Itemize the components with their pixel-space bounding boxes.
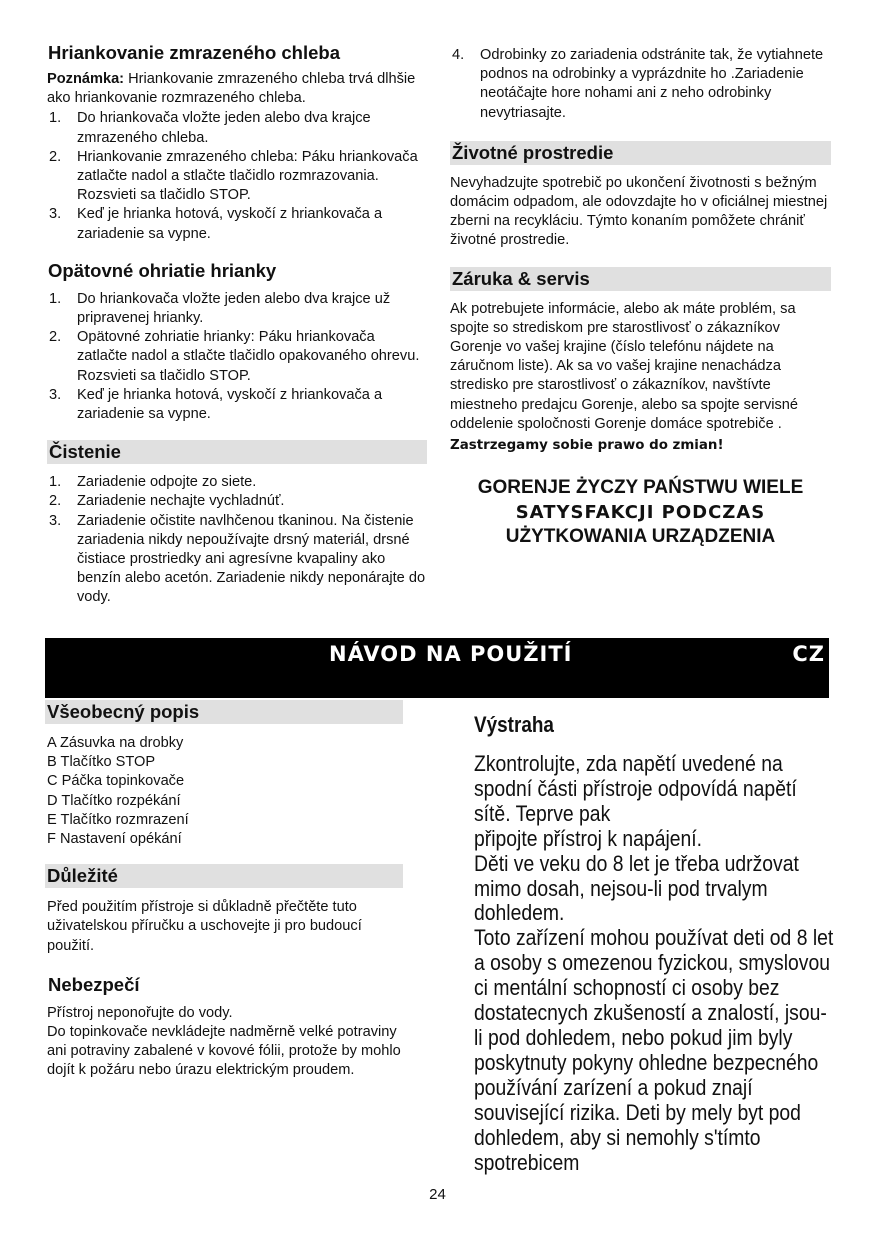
slogan <box>450 476 831 550</box>
warning-line: připojte přístroj k napájení. <box>474 825 703 851</box>
list-item: 3. Keď je hrianka hotová, vyskočí z hriankovača a zariadenie sa vypne. <box>49 386 383 423</box>
list-item: 2. Zariadenie nechajte vychladnúť. <box>49 493 285 510</box>
list-item: 4. Odrobinky zo zariadenia odstránite tak, že vytiahnete podnos na odrobinky a vyprázdnite ho .Zariadenie neotáčajte hore nohami ani z neho odrobinky nevytriasajte. <box>452 47 824 121</box>
banner-title: NÁVOD NA POUŽITÍ <box>329 642 573 666</box>
left-column <box>47 42 427 608</box>
list-item: A Zásuvka na drobky <box>47 735 184 751</box>
list-item: B Tlačítko STOP <box>47 754 156 771</box>
list-item: F Nastavení opékání <box>47 831 182 848</box>
list-item: E Tlačítko rozmrazení <box>47 811 189 828</box>
environment-title: Životné prostredie <box>450 141 831 165</box>
danger-body <box>45 1004 403 1081</box>
list-item: D Tlačítko rozpékání <box>47 792 181 809</box>
danger-line: Přístroj neponořujte do vody. <box>47 1004 233 1021</box>
slogan-line: SATYSFAKCJI PODCZAS <box>515 501 766 523</box>
important-text: Před použitím přístroje si důkladně přečtěte tuto uživatelskou příručku a uschovejte ji pro budoucí použití. <box>47 899 362 954</box>
list-item: 3. Keď je hrianka hotová, vyskočí z hriankovača a zariadenie sa vypne. <box>49 206 383 242</box>
lower-left-column <box>45 700 403 1081</box>
frozen-steps <box>47 109 427 243</box>
reserve-note: Zastrzegamy sobie prawo do zmian! <box>450 438 724 454</box>
list-item: 2. Opätovné zohriatie hrianky: Páku hriankovača zatlačte nadol a stlačte tlačidlo opakovaného ohrevu. Rozsvieti sa tlačidlo STOP. <box>49 329 420 384</box>
right-column <box>450 46 831 550</box>
note-label: Poznámka: <box>47 71 125 87</box>
warranty-title: Záruka & servis <box>450 267 831 291</box>
warning-line: Zkontrolujte, zda napětí uvedené na spodní části přístroje odpovídá napětí sítě. Teprve pak <box>474 751 797 826</box>
warning-line: Toto zařízení mohou používat deti od 8 let a osoby s omezenou fyzickou, smyslovou ci mentální schopností ci osoby bez dostatecnych zkušeností a znalostí, jsou-li pod dohledem, nebo pokud jim byly poskytnuty pokyny ohledne bezpecného používání zarízení a pokud znají související rizika. Deti by mely byt pod dohledem, aby si nemohly s'tímto spotrebicem <box>474 925 834 1175</box>
warning-title: Výstraha <box>474 712 554 737</box>
language-code: CZ <box>792 642 825 666</box>
warranty-text: Ak potrebujete informácie, alebo ak máte problém, sa spojte so strediskom pre starostlivosť o zákazníkov Gorenje vo vašej krajine (číslo telefónu nájdete na záručnom liste). Ak sa vo vašej krajine nenachádza stredisko pre starostlivosť o zákazníkov, navštívte miestneho predajcu Gorenje, alebo sa spojte servisné oddelenie spoločnosti Gorenje domáce spotrebiče . <box>450 300 799 432</box>
cleaning-steps <box>47 473 427 607</box>
danger-title: Nebezpečí <box>48 973 140 995</box>
reheat-steps <box>47 290 427 424</box>
list-item: 1. Do hriankovača vložte jeden alebo dva krajce už pripravenej hrianky. <box>49 290 391 327</box>
reheat-title: Opätovné ohriatie hrianky <box>48 259 277 281</box>
note-text: Hriankovanie zmrazeného chleba trvá dlhšie ako hriankovanie rozmrazeného chleba. <box>47 71 416 107</box>
parts-list <box>45 734 403 849</box>
danger-line: Do topinkovače nevkládejte nadměrně velké potraviny ani potraviny zabalené v kovové fólii, protože by mohlo dojít k požáru nebo úrazu elektrickým proudem. <box>47 1024 401 1079</box>
warning-body <box>474 752 835 1175</box>
list-item: 1. Zariadenie odpojte zo siete. <box>49 474 257 491</box>
list-item: 2. Hriankovanie zmrazeného chleba: Páku hriankovača zatlačte nadol a stlačte tlačidlo rozmrazovania. Rozsvieti sa tlačidlo STOP. <box>49 148 418 204</box>
lower-right-column <box>474 712 834 1175</box>
warning-line: Děti ve veku do 8 let je třeba udržovat mimo dosah, nejsou-li pod trvalym dohledem. <box>474 850 799 926</box>
important-title: Důležité <box>45 864 403 888</box>
frozen-note <box>47 70 427 108</box>
list-item: 3. Zariadenie očistite navlhčenou tkaninou. Na čistenie zariadenia nikdy nepoužívajte drsný materiál, drsné čistiace prostriedky ani agresívne kvapaliny ako benzín alebo acetón. Zariadenie nikdy neponárajte do vody. <box>49 512 426 606</box>
page-number: 24 <box>429 1186 446 1203</box>
crumb-step <box>450 46 831 123</box>
list-item: C Páčka topinkovače <box>47 773 185 790</box>
environment-text: Nevyhadzujte spotrebič po ukončení životnosti s bežným domácim odpadom, ale odovzdajte ho v oficiálnej miestnej zberni na recykláciu. Týmto konaním pomôžete chrániť životné prostredie. <box>450 174 828 249</box>
description-title: Všeobecný popis <box>45 700 403 724</box>
slogan-line: UŻYTKOWANIA URZĄDZENIA <box>505 526 776 548</box>
cleaning-title: Čistenie <box>47 440 427 464</box>
frozen-title: Hriankovanie zmrazeného chleba <box>48 42 340 63</box>
section-banner <box>45 638 829 698</box>
slogan-line: GORENJE ŻYCZY PAŃSTWU WIELE <box>477 477 804 499</box>
list-item: 1. Do hriankovača vložte jeden alebo dva krajce zmrazeného chleba. <box>49 110 371 146</box>
